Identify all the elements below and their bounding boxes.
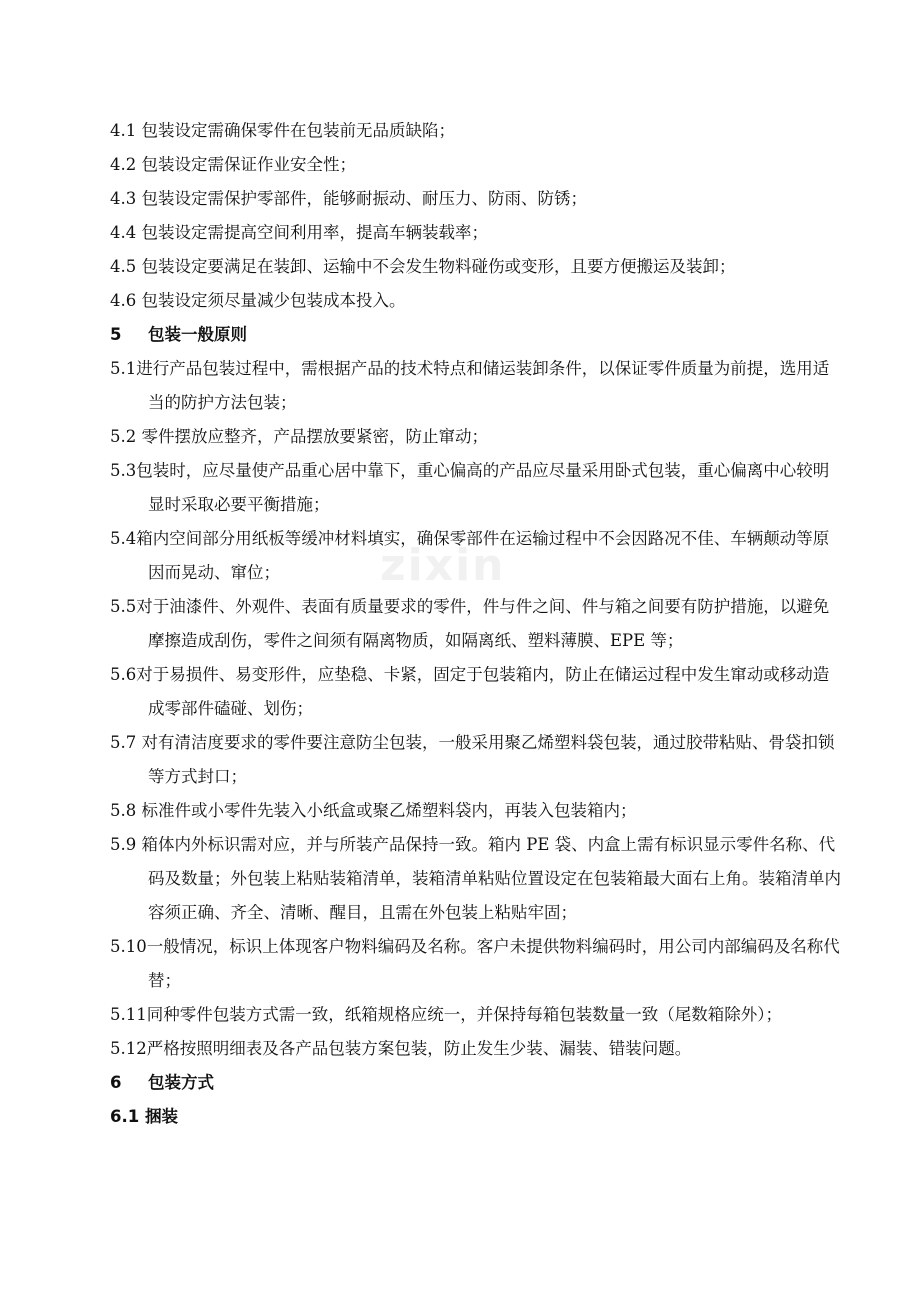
section-heading-6: 6 包装方式 <box>110 1073 214 1092</box>
list-item-5-1: 5.1进行产品包装过程中，需根据产品的技术特点和储运装卸条件，以保证零件质量为前提，选用适当的防护方法包装； <box>110 359 830 412</box>
list-item-5-6: 5.6对于易损件、易变形件，应垫稳、卡紧，固定于包装箱内，防止在储运过程中发生窜动或移动造成零部件磕碰、划伤； <box>110 665 830 718</box>
list-item-5-11: 5.11同种零件包装方式需一致，纸箱规格应统一，并保持每箱包装数量一致（尾数箱除外）； <box>110 1005 782 1024</box>
list-item-4-4: 4.4 包装设定需提高空间利用率，提高车辆装载率； <box>110 223 488 242</box>
list-item-4-1: 4.1 包装设定需确保零件在包装前无品质缺陷； <box>110 121 455 140</box>
document-content <box>110 114 845 1134</box>
list-item-5-10: 5.10一般情况，标识上体现客户物料编码及名称。客户未提供物料编码时，用公司内部编码及名称代替； <box>110 937 840 990</box>
list-item-5-2: 5.2 零件摆放应整齐，产品摆放要紧密，防止窜动； <box>110 427 488 446</box>
list-item-4-3: 4.3 包装设定需保护零部件，能够耐振动、耐压力、防雨、防锈； <box>110 189 587 208</box>
list-item-4-2: 4.2 包装设定需保证作业安全性； <box>110 155 356 174</box>
list-item-5-4: 5.4箱内空间部分用纸板等缓冲材料填实，确保零部件在运输过程中不会因路况不佳、车辆颠动等原因而晃动、窜位； <box>110 529 830 582</box>
list-item-5-5: 5.5对于油漆件、外观件、表面有质量要求的零件，件与件之间、件与箱之间要有防护措施，以避免摩擦造成刮伤，零件之间须有隔离物质，如隔离纸、塑料薄膜、EPE 等； <box>110 597 830 650</box>
list-item-5-12: 5.12严格按照明细表及各产品包装方案包装，防止发生少装、漏装、错装问题。 <box>110 1039 692 1058</box>
list-item-5-9: 5.9 箱体内外标识需对应，并与所装产品保持一致。箱内 PE 袋、内盒上需有标识显示零件名称、代码及数量；外包装上粘贴装箱清单，装箱清单粘贴位置设定在包装箱最大面右上角。装箱清单内容须正确、齐全、清晰、醒目，且需在外包装上粘贴牢固； <box>110 835 841 922</box>
list-item-5-7: 5.7 对有清洁度要求的零件要注意防尘包装，一般采用聚乙烯塑料袋包装，通过胶带粘贴、骨袋扣锁等方式封口； <box>110 733 835 786</box>
list-item-4-5: 4.5 包装设定要满足在装卸、运输中不会发生物料碰伤或变形，且要方便搬运及装卸； <box>110 257 736 276</box>
list-item-4-6: 4.6 包装设定须尽量减少包装成本投入。 <box>110 291 406 310</box>
list-item-5-3: 5.3包装时，应尽量使产品重心居中靠下，重心偏高的产品应尽量采用卧式包装，重心偏离中心较明显时采取必要平衡措施； <box>110 461 830 514</box>
subsection-heading-6-1: 6.1 捆装 <box>110 1107 178 1126</box>
section-heading-5: 5 包装一般原则 <box>110 325 247 344</box>
list-item-5-8: 5.8 标准件或小零件先装入小纸盒或聚乙烯塑料袋内，再装入包装箱内； <box>110 801 637 820</box>
watermark: zixin <box>380 540 506 591</box>
